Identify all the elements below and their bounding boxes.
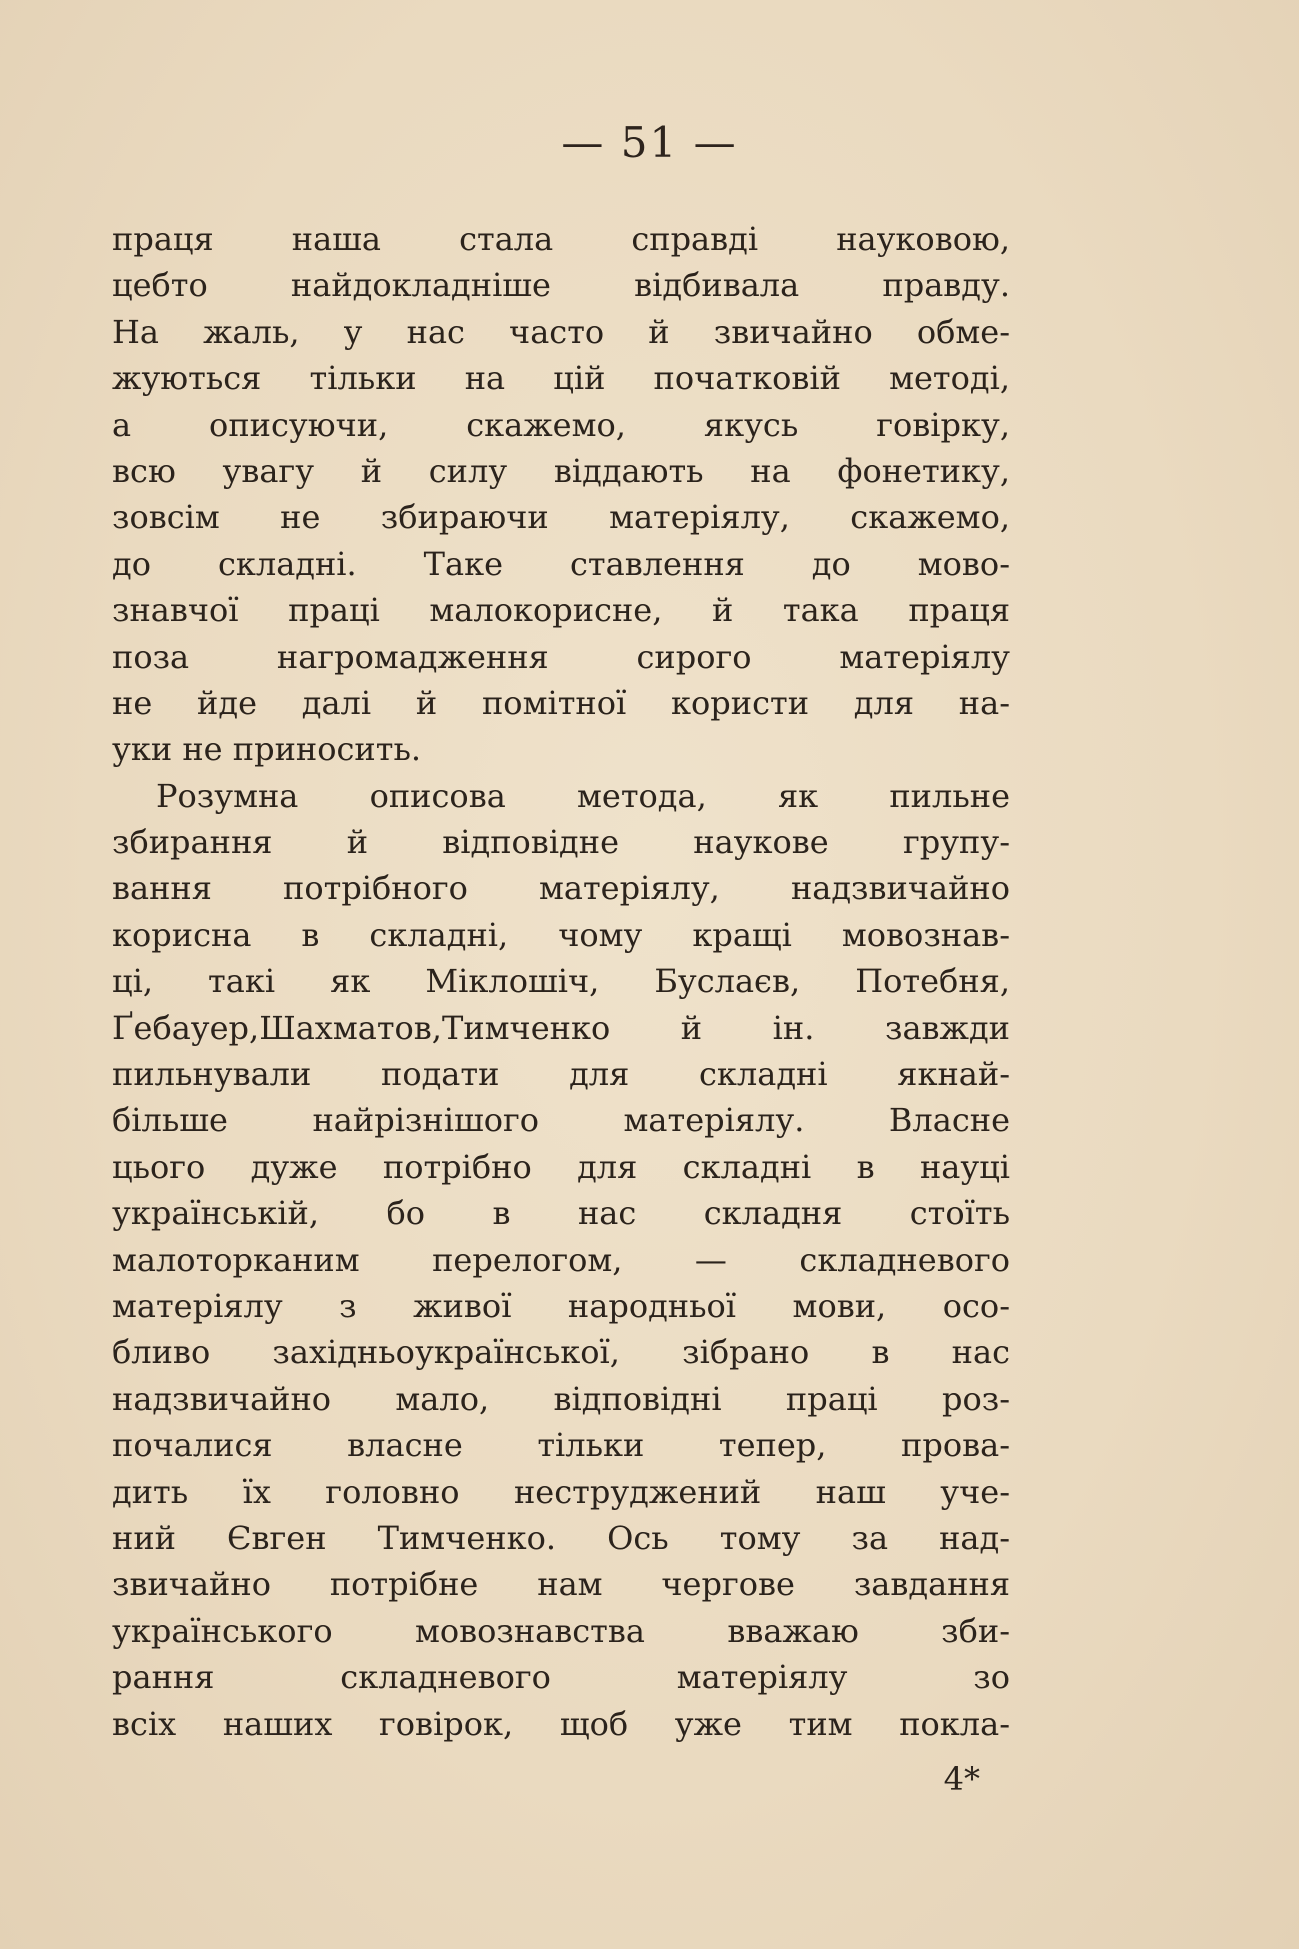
text-line: більше найрізнішого матеріялу. Власне xyxy=(112,1101,1010,1140)
text-line: звичайно потрібне нам чергове завдання xyxy=(112,1565,1010,1604)
text-line: зовсім не збираючи матеріялу, скажемо, xyxy=(112,498,1010,537)
text-line: українського мовознавства вважаю зби- xyxy=(112,1611,1010,1650)
text-line: жуються тільки на цій початковій методі, xyxy=(112,359,1010,398)
text-line: почалися власне тільки тепер, прова- xyxy=(112,1426,1010,1465)
text-line: цього дуже потрібно для складні в науці xyxy=(112,1147,1010,1186)
text-line: надзвичайно мало, відповідні праці роз- xyxy=(112,1379,1010,1418)
text-line: українській, бо в нас складня стоїть xyxy=(112,1194,1010,1233)
text-line: праця наша стала справді науковою, xyxy=(112,220,1010,258)
text-line: уки не приносить. xyxy=(112,730,422,769)
text-line: корисна в складні, чому кращі мовознав- xyxy=(112,915,1010,954)
text-line: матеріялу з живої народньої мови, осо- xyxy=(112,1286,1010,1325)
text-line: малоторканим перелогом, — складневого xyxy=(112,1240,1010,1279)
text-line: Ґебауер,Шахматов,Тимченко й ін. завжди xyxy=(112,1008,1010,1047)
text-line: знавчої праці малокорисне, й така праця xyxy=(112,591,1010,630)
text-line: ний Євген Тимченко. Ось тому за над- xyxy=(112,1518,1010,1557)
text-line: рання складневого матеріялу зо xyxy=(112,1658,1010,1697)
text-line: не йде далі й помітної користи для на- xyxy=(112,683,1010,722)
text-line: вання потрібного матеріялу, надзвичайно xyxy=(112,869,1010,908)
paragraph-start-line: Розумна описова метода, як пильне xyxy=(156,776,1010,815)
signature-mark: 4* xyxy=(943,1760,980,1798)
text-line: пильнували подати для складні якнай- xyxy=(112,1055,1010,1094)
body-text xyxy=(112,216,1010,1747)
page-number: — 51 — xyxy=(561,118,738,167)
text-line: цебто найдокладніше відбивала правду. xyxy=(112,266,1010,305)
text-line: На жаль, у нас часто й звичайно обме- xyxy=(112,312,1010,351)
text-line: всіх наших говірок, щоб уже тим покла- xyxy=(112,1704,1010,1743)
text-line: збирання й відповідне наукове групу- xyxy=(112,823,1010,862)
text-line: всю увагу й силу віддають на фонетику, xyxy=(112,451,1010,490)
text-line: ці, такі як Міклошіч, Буслаєв, Потебня, xyxy=(112,962,1010,1001)
text-line: дить їх головно неструджений наш уче- xyxy=(112,1472,1010,1511)
text-line: бливо західньоукраїнської, зібрано в нас xyxy=(112,1333,1010,1372)
text-line: а описуючи, скажемо, якусь говірку, xyxy=(112,405,1010,444)
text-line: до складні. Таке ставлення до мово- xyxy=(112,544,1010,583)
text-line: поза нагромадження сирого матеріялу xyxy=(112,637,1010,676)
